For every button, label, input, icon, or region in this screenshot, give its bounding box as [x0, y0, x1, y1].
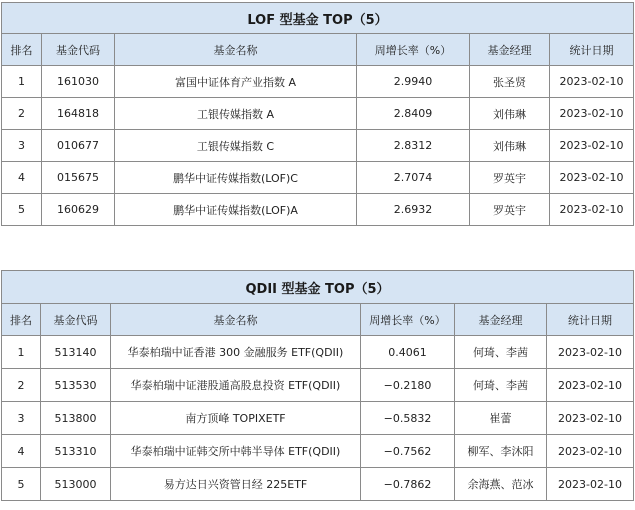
fund-name-cell: 鹏华中证传媒指数(LOF)C — [115, 162, 357, 194]
header-fund-name: 基金名称 — [111, 304, 361, 336]
rank-cell: 3 — [2, 130, 42, 162]
qdii-fund-table — [1, 270, 634, 501]
table-row — [2, 98, 634, 130]
lof-table-title: LOF 型基金 TOP（5） — [2, 3, 634, 34]
fund-name-cell: 华泰柏瑞中证香港 300 金融服务 ETF(QDII) — [111, 336, 361, 369]
rank-cell: 5 — [2, 194, 42, 226]
table-row — [2, 66, 634, 98]
stat-date-cell: 2023-02-10 — [547, 402, 634, 435]
weekly-growth-cell: 2.8312 — [357, 130, 470, 162]
fund-manager-cell: 张圣贤 — [470, 66, 550, 98]
rank-cell: 1 — [2, 336, 41, 369]
weekly-growth-cell: 2.7074 — [357, 162, 470, 194]
header-fund-code: 基金代码 — [42, 34, 115, 66]
fund-manager-cell: 柳军、李沐阳 — [455, 435, 547, 468]
lof-fund-table — [1, 2, 634, 226]
weekly-growth-cell: 2.8409 — [357, 98, 470, 130]
fund-name-cell: 富国中证体育产业指数 A — [115, 66, 357, 98]
table-row — [2, 162, 634, 194]
fund-code-cell: 513140 — [41, 336, 111, 369]
header-weekly-growth: 周增长率（%） — [357, 34, 470, 66]
fund-code-cell: 513530 — [41, 369, 111, 402]
table-row — [2, 130, 634, 162]
fund-code-cell: 513800 — [41, 402, 111, 435]
weekly-growth-cell: −0.5832 — [361, 402, 455, 435]
fund-name-cell: 南方顶峰 TOPIXETF — [111, 402, 361, 435]
rank-cell: 1 — [2, 66, 42, 98]
table-row — [2, 402, 634, 435]
stat-date-cell: 2023-02-10 — [547, 468, 634, 501]
fund-manager-cell: 刘伟琳 — [470, 130, 550, 162]
stat-date-cell: 2023-02-10 — [547, 336, 634, 369]
fund-manager-cell: 罗英宇 — [470, 194, 550, 226]
table-row — [2, 435, 634, 468]
header-stat-date: 统计日期 — [550, 34, 634, 66]
rank-cell: 4 — [2, 435, 41, 468]
header-fund-name: 基金名称 — [115, 34, 357, 66]
rank-cell: 2 — [2, 369, 41, 402]
fund-code-cell: 513310 — [41, 435, 111, 468]
fund-manager-cell: 崔蕾 — [455, 402, 547, 435]
weekly-growth-cell: −0.7562 — [361, 435, 455, 468]
table-row — [2, 468, 634, 501]
stat-date-cell: 2023-02-10 — [550, 98, 634, 130]
stat-date-cell: 2023-02-10 — [550, 130, 634, 162]
rank-cell: 3 — [2, 402, 41, 435]
stat-date-cell: 2023-02-10 — [547, 369, 634, 402]
fund-name-cell: 华泰柏瑞中证韩交所中韩半导体 ETF(QDII) — [111, 435, 361, 468]
fund-manager-cell: 何琦、李茜 — [455, 336, 547, 369]
fund-name-cell: 工银传媒指数 A — [115, 98, 357, 130]
fund-code-cell: 160629 — [42, 194, 115, 226]
header-rank: 排名 — [2, 34, 42, 66]
qdii-table-title: QDII 型基金 TOP（5） — [2, 271, 634, 304]
fund-code-cell: 010677 — [42, 130, 115, 162]
weekly-growth-cell: −0.7862 — [361, 468, 455, 501]
header-fund-code: 基金代码 — [41, 304, 111, 336]
fund-code-cell: 015675 — [42, 162, 115, 194]
fund-code-cell: 161030 — [42, 66, 115, 98]
fund-manager-cell: 刘伟琳 — [470, 98, 550, 130]
table-row — [2, 369, 634, 402]
weekly-growth-cell: −0.2180 — [361, 369, 455, 402]
rank-cell: 4 — [2, 162, 42, 194]
table-row — [2, 336, 634, 369]
fund-code-cell: 513000 — [41, 468, 111, 501]
weekly-growth-cell: 0.4061 — [361, 336, 455, 369]
weekly-growth-cell: 2.9940 — [357, 66, 470, 98]
fund-name-cell: 工银传媒指数 C — [115, 130, 357, 162]
fund-code-cell: 164818 — [42, 98, 115, 130]
fund-name-cell: 鹏华中证传媒指数(LOF)A — [115, 194, 357, 226]
rank-cell: 5 — [2, 468, 41, 501]
header-weekly-growth: 周增长率（%） — [361, 304, 455, 336]
fund-manager-cell: 何琦、李茜 — [455, 369, 547, 402]
header-rank: 排名 — [2, 304, 41, 336]
weekly-growth-cell: 2.6932 — [357, 194, 470, 226]
stat-date-cell: 2023-02-10 — [550, 162, 634, 194]
fund-name-cell: 华泰柏瑞中证港股通高股息投资 ETF(QDII) — [111, 369, 361, 402]
header-fund-manager: 基金经理 — [455, 304, 547, 336]
stat-date-cell: 2023-02-10 — [550, 66, 634, 98]
header-fund-manager: 基金经理 — [470, 34, 550, 66]
header-stat-date: 统计日期 — [547, 304, 634, 336]
table-row — [2, 194, 634, 226]
stat-date-cell: 2023-02-10 — [550, 194, 634, 226]
stat-date-cell: 2023-02-10 — [547, 435, 634, 468]
fund-manager-cell: 余海燕、范冰 — [455, 468, 547, 501]
rank-cell: 2 — [2, 98, 42, 130]
fund-name-cell: 易方达日兴资管日经 225ETF — [111, 468, 361, 501]
fund-manager-cell: 罗英宇 — [470, 162, 550, 194]
